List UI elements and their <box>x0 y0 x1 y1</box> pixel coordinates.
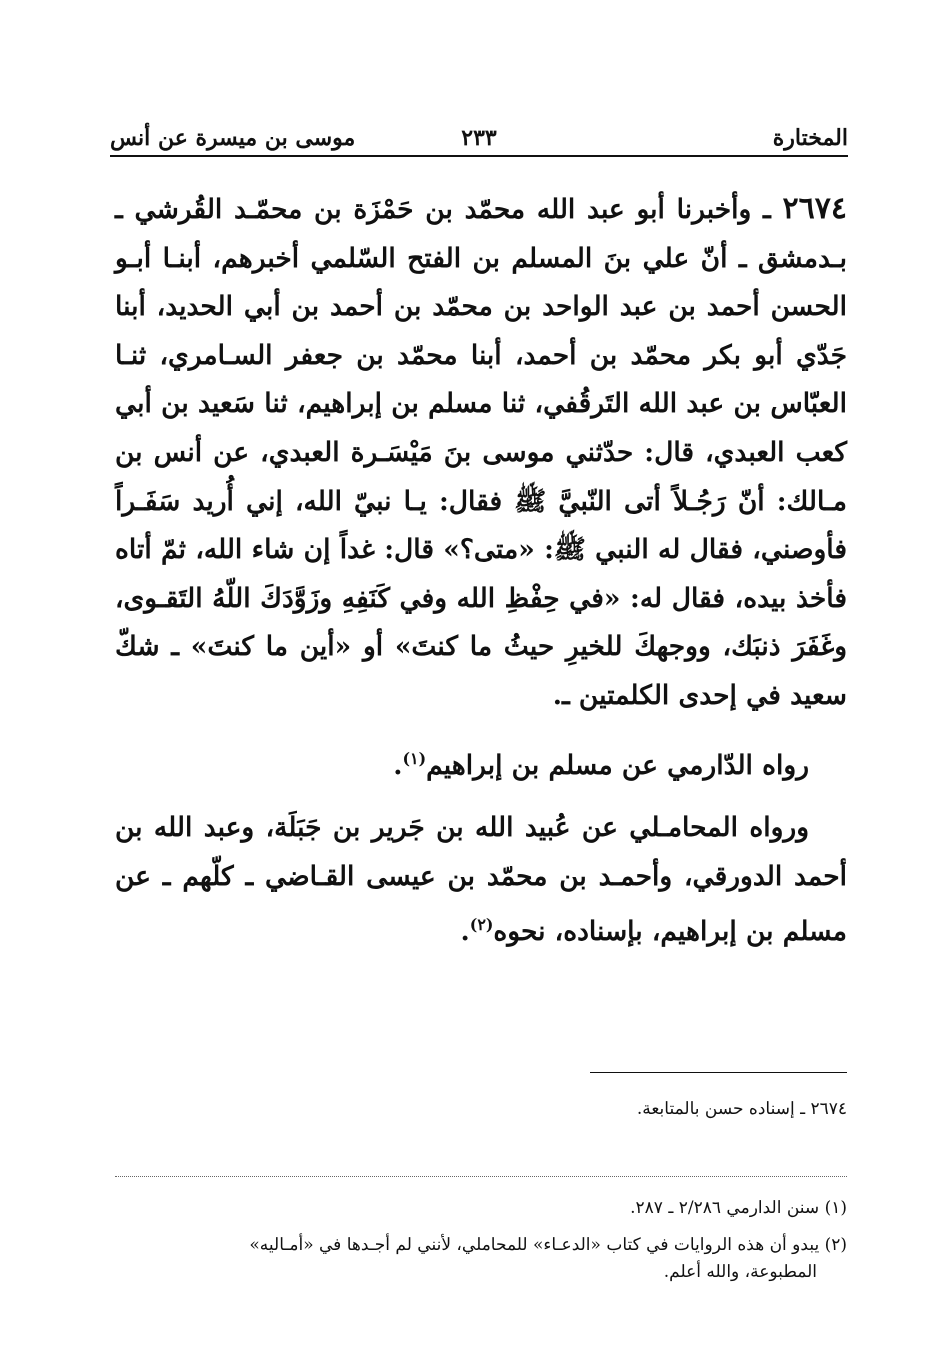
hadith-text: ـ وأخبرنا أبو عبد الله محمّد بن حَمْزَة بن محمّـد القُرشي ـ بـدمشق ـ أنّ علي بنَ المسلم بن الفتح السّلمي أخبرهم، أبنـا أبـو الحسن أحمد بن عبد الواحد بن محمّد بن أحمد بن أبي الحديد، أبنا جَدّي أبو بكر محمّد بن أحمد، أبنا محمّد بن جعفر السـامري، ثنـا العبّاس بن عبد الله التَرقُفي، ثنا مسلم بن إبراهيم، ثنا سَعيد بن أبي كعب العبدي، قال: حدّثني موسى بنَ مَيْسَـرة العبدي، عن أنس بن مـالك: أنّ رَجُـلاً أتى النّبيَّ ﷺ فقال: يـا نبيّ الله، إني أُريد سَفَـراً فأوصني، فقال له النبي ﷺ: «متى؟» قال: غداً إن شاء الله، ثمّ أتاه فأخذ بيده، فقال له: «في حِفْظِ الله وفي كَنَفِهِ وزَوَّدَكَ اللّهُ التَقـوى، وغَفَرَ ذنبَك، ووجهكَ للخيرِ حيثُ ما كنتَ» أو «أين ما كنتَ» ـ شكّ سعيد في إحدى الكلمتين ـ. <box>115 194 847 711</box>
footnote-2 <box>115 1232 847 1286</box>
main-text <box>115 185 847 957</box>
footnote-2-line-1: (٢) يبدو أن هذه الروايات في كتاب «الدعـاء» للمحاملي، لأنني لم أجـدها في «أمـاليه» <box>249 1235 847 1255</box>
header-divider <box>110 155 848 157</box>
header-section-title: موسى بن ميسرة عن أنس <box>110 125 356 151</box>
riwaya-2-end: . <box>460 915 470 947</box>
footnote-dotted-divider <box>115 1176 847 1177</box>
hadith-footnote: ٢٦٧٤ ـ إسناده حسن بالمتابعة. <box>636 1099 847 1119</box>
footnote-2-line-2: المطبوعة، والله أعلم. <box>663 1262 817 1282</box>
page-number: ٢٣٣ <box>461 125 497 151</box>
riwaya-2-text: ورواه المحامـلي عن عُبيد الله بن جَرير بن جَبَلَة، وعبد الله بن أحمد الدورقي، وأحمـد بن محمّد بن عيسى القـاضي ـ كلّهم ـ عن مسلم بن إبراهيم، بإسناده، نحوه <box>115 811 847 947</box>
hadith-paragraph <box>115 185 847 721</box>
riwaya-1-end: . <box>393 749 403 781</box>
footnote-divider <box>590 1072 847 1073</box>
running-header <box>110 121 848 155</box>
footnote-1: (١) سنن الدارمي ٢/٢٨٦ ـ ٢٨٧. <box>630 1198 847 1218</box>
hadith-number: ٢٦٧٤ <box>782 191 847 226</box>
footnote-mark-1: (١) <box>402 748 427 768</box>
riwaya-paragraph-1 <box>115 735 847 790</box>
footnote-mark-2: (٢) <box>469 915 494 935</box>
riwaya-paragraph-2 <box>115 804 847 957</box>
header-book-title: المختارة <box>772 125 848 151</box>
riwaya-1-text: رواه الدّارمي عن مسلم بن إبراهيم <box>426 749 809 781</box>
